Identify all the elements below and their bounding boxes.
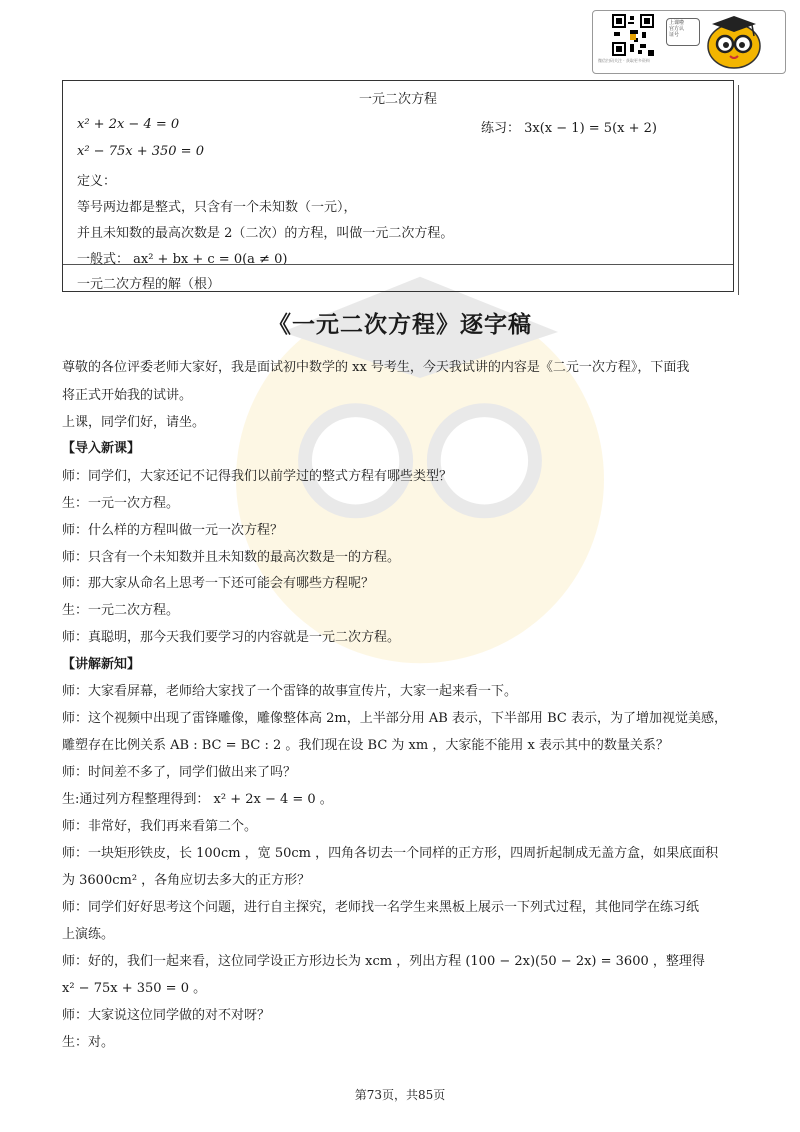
definition-line-2: 并且未知数的最高次数是 2（二次）的方程，叫做一元二次方程。 xyxy=(77,226,454,241)
definition-label: 定义： xyxy=(77,174,117,189)
practice-equation: 练习： 3x(x − 1) = 5(x + 2) xyxy=(481,121,657,136)
paragraph: 上课，同学们好，请坐。 xyxy=(62,415,206,430)
paragraph: 师：大家说这位同学做的对不对呀？ xyxy=(62,1008,271,1023)
definition-line-1: 等号两边都是整式，只含有一个未知数（一元）， xyxy=(77,200,357,215)
mascot-logo-icon xyxy=(702,12,766,70)
paragraph: 生：对。 xyxy=(62,1035,115,1050)
summary-box xyxy=(62,80,734,292)
general-form: 一般式： ax² + bx + c = 0(a ≠ 0) xyxy=(77,252,288,267)
paragraph: 生:通过列方程整理得到： x² + 2x − 4 = 0 。 xyxy=(62,792,333,807)
paragraph: 师：同学们好好思考这个问题，进行自主探究，老师找一名学生来黑板上展示一下列式过程，其他同学在练习纸 xyxy=(62,900,700,915)
paragraph: 师：时间差不多了，同学们做出来了吗？ xyxy=(62,765,297,780)
paragraph: 师：那大家从命名上思考一下还可能会有哪些方程呢？ xyxy=(62,576,375,591)
paragraph: 师：只含有一个未知数并且未知数的最高次数是一的方程。 xyxy=(62,550,401,565)
paragraph: 师：非常好，我们再来看第二个。 xyxy=(62,819,258,834)
paragraph: 师：好的，我们一起来看，这位同学设正方形边长为 xcm ，列出方程 (100 − 2x)(50 − 2x) = 3600 ，整理得 xyxy=(62,954,705,969)
section-heading-new-knowledge: 【讲解新知】 xyxy=(62,657,141,672)
paragraph: 师：同学们，大家还记不记得我们以前学过的整式方程有哪些类型？ xyxy=(62,469,453,484)
paragraph: 师：真聪明，那今天我们要学习的内容就是一元二次方程。 xyxy=(62,630,401,645)
paragraph: 为 3600cm² ，各角应切去多大的正方形？ xyxy=(62,873,311,888)
paragraph: 师：一块矩形铁皮，长 100cm ，宽 50cm ，四角各切去一个同样的正方形，四周折起制成无盖方盒，如果底面积 xyxy=(62,846,719,861)
paragraph: 将正式开始我的试讲。 xyxy=(62,388,193,403)
paragraph: 上演练。 xyxy=(62,927,115,942)
equation-2: x² − 75x + 350 = 0 xyxy=(77,144,204,159)
qr-code-icon[interactable] xyxy=(612,14,654,56)
qr-caption: 微信扫码关注 · 获取更多资料 xyxy=(598,58,650,63)
equation-1: x² + 2x − 4 = 0 xyxy=(77,117,180,132)
summary-divider xyxy=(63,264,733,265)
paragraph: 师：这个视频中出现了雷锋雕像，雕像整体高 2m，上半部分用 AB 表示，下半部用 BC 表示，为了增加视觉美感， xyxy=(62,711,727,726)
page-number: 第73页，共85页 xyxy=(354,1088,446,1102)
paragraph: 生：一元二次方程。 xyxy=(62,603,180,618)
section-heading-intro: 【导入新课】 xyxy=(62,441,141,456)
roots-line: 一元二次方程的解（根） xyxy=(77,277,221,292)
summary-title: 一元二次方程 xyxy=(358,92,437,107)
document-title: 《一元二次方程》逐字稿 xyxy=(268,311,532,338)
speech-bubble: 上课啦 官方认 证号 xyxy=(666,18,700,46)
paragraph: 雕塑存在比例关系 AB : BC = BC : 2 。我们现在设 BC 为 xm ，大家能不能用 x 表示其中的数量关系？ xyxy=(62,738,669,753)
paragraph: 尊敬的各位评委老师大家好，我是面试初中数学的 xx 号考生，今天我试讲的内容是《二元一次方程》，下面我 xyxy=(62,360,690,375)
paragraph: x² − 75x + 350 = 0 。 xyxy=(62,981,207,996)
paragraph: 生：一元一次方程。 xyxy=(62,496,180,511)
paragraph: 师：什么样的方程叫做一元一次方程？ xyxy=(62,523,284,538)
paragraph: 师：大家看屏幕，老师给大家找了一个雷锋的故事宣传片，大家一起来看一下。 xyxy=(62,684,518,699)
